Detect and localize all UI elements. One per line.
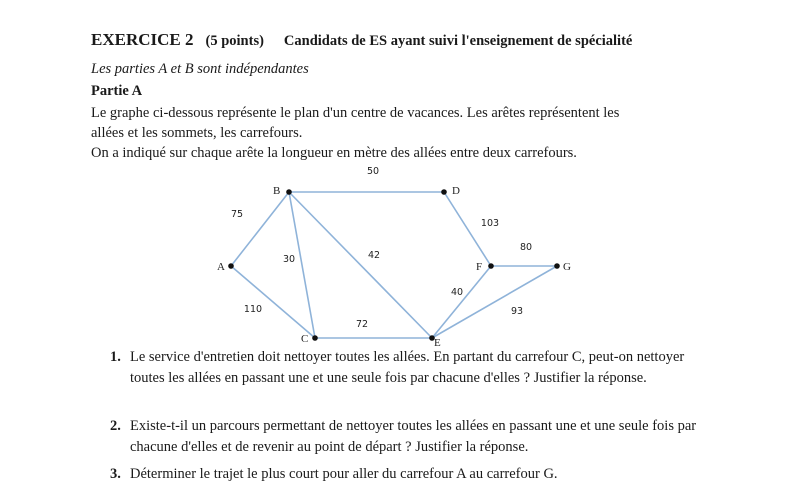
vertex-F [488, 263, 494, 269]
exercise-candidates: Candidats de ES ayant suivi l'enseignement de spécialité [283, 33, 633, 49]
question-2-text: Existe-t-il un parcours permettant de nettoyer toutes les allées en passant une et une seule fois par chacune d'elles et de revenir au point de départ ? Justifier la réponse. [130, 418, 697, 455]
edge-E-G [432, 266, 557, 338]
vertex-C [312, 335, 318, 341]
question-1-text: Le service d'entretien doit nettoyer toutes les allées. En partant du carrefour C, peut-on nettoyer toutes les allées en passant une et une seule fois par chacune d'elles ? Justifier la réponse. [130, 349, 685, 386]
exercise-number: EXERCICE 2 [91, 30, 194, 49]
question-1-number: 1. [110, 349, 121, 365]
intro-text: Les parties A et B sont indépendantes [91, 61, 309, 77]
edge-weight-B-E: 42 [367, 250, 381, 261]
part-a-paragraph-line-3: On a indiqué sur chaque arête la longueur en mètre des allées entre deux carrefours. [91, 145, 577, 161]
edge-weight-A-B: 75 [230, 209, 244, 220]
edge-weight-E-G: 93 [510, 306, 524, 317]
edge-A-C [231, 266, 315, 338]
vertex-label-E: E [434, 337, 441, 349]
exercise-points: (5 points) [205, 33, 264, 49]
question-3-number: 3. [110, 466, 121, 482]
edge-weight-F-G: 80 [519, 242, 533, 253]
edge-weight-A-C: 110 [243, 304, 263, 315]
vertex-label-C: C [301, 333, 309, 345]
part-a-paragraph-line-2: allées et les sommets, les carrefours. [91, 125, 303, 141]
edge-weight-D-F: 103 [480, 218, 500, 229]
question-1 [110, 347, 710, 389]
edge-D-F [444, 192, 491, 266]
vertex-B [286, 189, 292, 195]
question-2 [110, 416, 710, 458]
edge-weight-B-C: 30 [282, 254, 296, 265]
question-2-number: 2. [110, 418, 121, 434]
part-a-heading: Partie A [91, 83, 143, 99]
vertex-label-F: F [476, 261, 483, 273]
edge-E-F [432, 266, 491, 338]
edge-A-B [231, 192, 289, 266]
vertex-label-D: D [452, 185, 460, 197]
vertex-label-G: G [563, 261, 571, 273]
part-a-paragraph-line-1: Le graphe ci-dessous représente le plan d'un centre de vacances. Les arêtes représentent les [91, 105, 620, 121]
edge-weight-E-F: 40 [450, 287, 464, 298]
question-3 [110, 464, 710, 485]
edge-weight-C-E: 72 [355, 319, 369, 330]
question-3-text: Déterminer le trajet le plus court pour aller du carrefour A au carrefour G. [130, 466, 558, 482]
graph-edges [231, 192, 557, 338]
graph-vertices [228, 189, 560, 341]
vertex-A [228, 263, 234, 269]
graph-vertex-labels [217, 185, 571, 349]
vertex-G [554, 263, 560, 269]
edge-weight-B-D: 50 [366, 166, 380, 177]
vertex-label-B: B [273, 185, 281, 197]
vertex-label-A: A [217, 261, 225, 273]
vertex-D [441, 189, 447, 195]
